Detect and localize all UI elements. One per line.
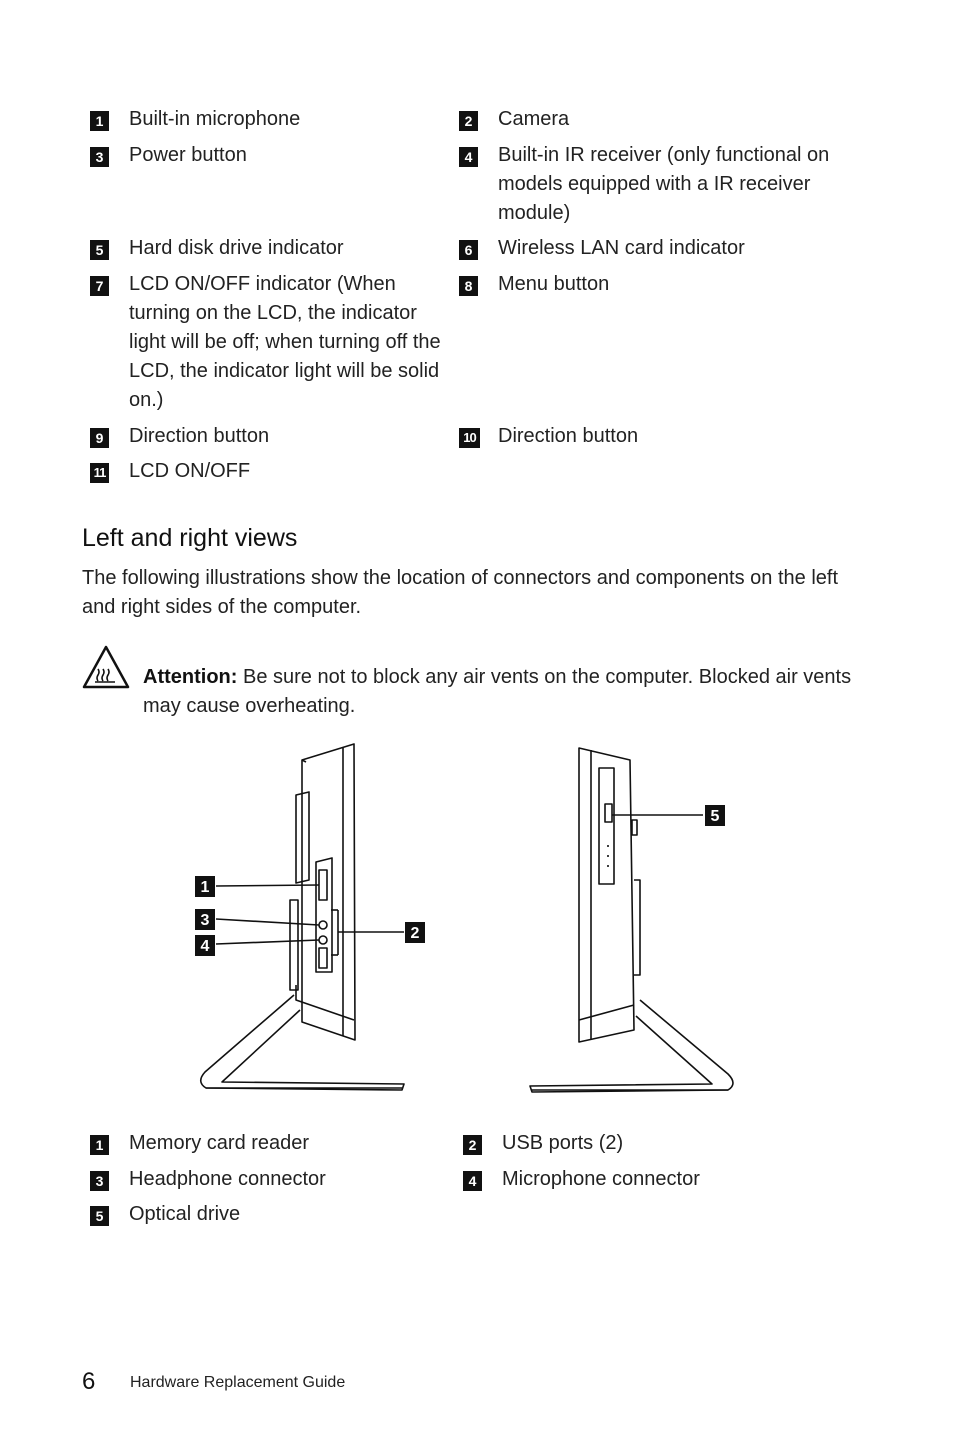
figure-callout-3: 3: [200, 912, 210, 929]
callout-number: 4: [459, 147, 478, 167]
callout-number: 1: [90, 1135, 109, 1155]
legend-text: Headphone connector: [129, 1168, 326, 1190]
legend-text: Camera: [498, 108, 570, 130]
callout-number: 2: [459, 111, 478, 131]
callout-number: 1: [90, 111, 109, 131]
callout-number: 10: [459, 428, 480, 448]
legend-text: Direction button: [129, 425, 270, 447]
callout-number: 3: [90, 1171, 109, 1191]
legend-text: Power button: [129, 144, 247, 166]
legend-text: Menu button: [498, 273, 610, 295]
figure-callout-4: 4: [200, 938, 210, 955]
callout-number: 3: [90, 147, 109, 167]
attention-note: [143, 663, 863, 721]
section-heading: Left and right views: [82, 524, 298, 552]
legend-text: Optical drive: [129, 1203, 241, 1225]
legend-text: LCD ON/OFF: [129, 460, 251, 482]
attention-label: Attention:: [143, 666, 238, 688]
callout-number: 2: [463, 1135, 482, 1155]
figure-callout-2: 2: [410, 925, 420, 942]
callout-number: 5: [90, 1206, 109, 1226]
legend-text: Built-in IR receiver (only functional on models equipped with a IR receiver module): [498, 144, 830, 224]
hot-surface-warning-icon: [82, 645, 130, 689]
page-number: 6: [82, 1368, 96, 1395]
section-intro: The following illustrations show the location of connectors and components on the left and right sides of the computer.: [82, 567, 838, 618]
legend-text: Memory card reader: [129, 1132, 310, 1154]
legend-text: USB ports (2): [502, 1132, 624, 1154]
footer-title: Hardware Replacement Guide: [130, 1374, 346, 1391]
callout-number: 11: [90, 463, 109, 483]
callout-number: 6: [459, 240, 478, 260]
legend-text: Wireless LAN card indicator: [498, 237, 745, 259]
side-views-illustration: [0, 735, 954, 1105]
figure-callouts: [195, 805, 725, 956]
callout-number: 8: [459, 276, 478, 296]
figure-callout-5: 5: [710, 808, 720, 825]
legend-text: Built-in microphone: [129, 108, 301, 130]
callout-number: 4: [463, 1171, 482, 1191]
attention-text: Be sure not to block any air vents on the computer. Blocked air vents may cause overheating.: [143, 666, 852, 717]
legend-text: LCD ON/OFF indicator (When turning on the LCD, the indicator light will be off; when turning off the LCD, the indicator light will be solid on.): [129, 273, 441, 411]
legend-text: Hard disk drive indicator: [129, 237, 344, 259]
callout-number: 5: [90, 240, 109, 260]
callout-number: 7: [90, 276, 109, 296]
callout-number: 9: [90, 428, 109, 448]
legend-text: Microphone connector: [502, 1168, 700, 1190]
legend-text: Direction button: [498, 425, 639, 447]
figure-callout-1: 1: [200, 879, 210, 896]
